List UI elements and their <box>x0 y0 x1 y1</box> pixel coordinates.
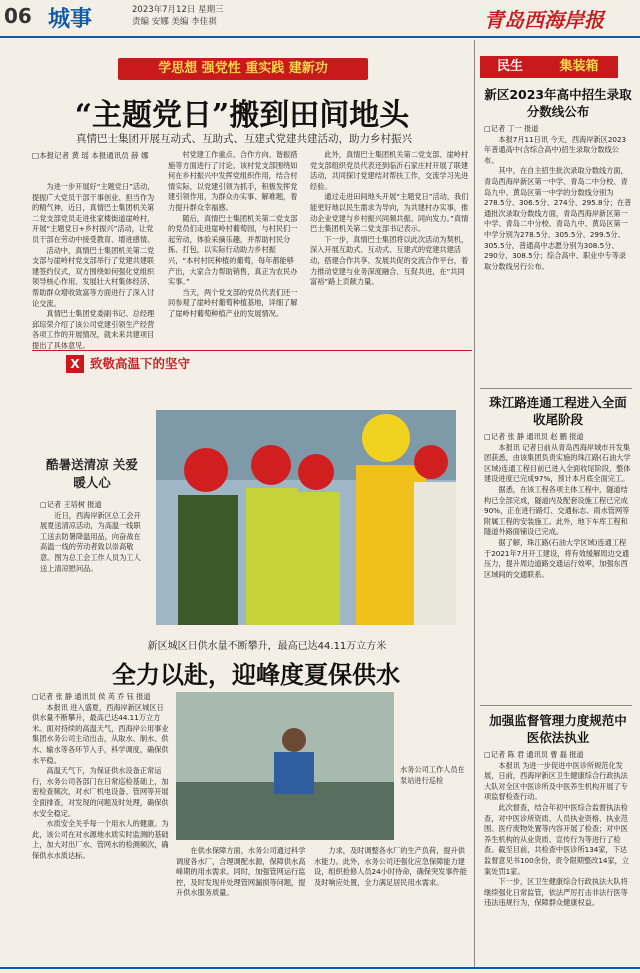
header-rule <box>0 36 640 38</box>
workers-photo <box>156 410 456 625</box>
lead-paragraph: 村党建工作重点、合作方向、谐振措施等方面进行了讨论。该村党支部围绕如何在乡村振兴中发挥党组织作用，结合村情实际，以党建引领为抓手，积极发挥党建引领作用，为群众办实事、解难题，着力提升群众幸福感。 <box>168 150 298 212</box>
lead-paragraph: 当天，两个党支部的党员代表们还一同参观了崖岭村葡萄种植基地，详细了解了崖岭村葡萄种植产业的发展情况。 <box>168 287 298 318</box>
story2-headline[interactable]: 全力以赴，迎峰度夏保供水 <box>112 661 400 689</box>
header-meta <box>132 4 224 28</box>
article-title[interactable]: 珠江路连通工程进入全面收尾阶段 <box>489 395 627 427</box>
summer-tag-label: 致敬高温下的坚守 <box>90 356 191 371</box>
workers-illustration <box>156 410 456 625</box>
story2-paragraph: 本报讯 进入盛夏，西海岸新区城区日供水量不断攀升，最高已达44.11万立方米。面对持续的高温天气，西海岸公用事业集团水务公司主动出击，从取水、制水、供水、输水等各环节入手，科学调度，确保供水平稳。 <box>32 702 169 765</box>
lead-subhead: 真情巴士集团开展互动式、互助式、互建式党建共建活动，助力乡村振兴 <box>76 133 412 145</box>
lead-paragraph: 活动中，真情巴士集团机关第二党支部与崖岭村党支部举行了党建共建联建签约仪式，双方围绕如何强化党组织领导核心作用、发展壮大村集体经济、帮助群众增收致富等方面进行了深入讨论交流。 <box>32 245 155 308</box>
article-title[interactable]: 新区2023年高中招生录取分数线公布 <box>484 87 632 119</box>
story2-paragraph: 高温天气下，为保证供水设备正常运行，水务公司各部门在日常巡检基础上，加密检查频次，对水厂机电设备、管网等开展全面排查，对发现的问题及时处理，确保供水安全稳定。 <box>32 766 169 818</box>
story2-column-3 <box>314 846 470 965</box>
story2-paragraph: 力求，及时调整各水厂的生产负荷，提升供水能力。此外，水务公司还强化应急保障能力建设，组织抢修人员24小时待命，确保突发事件能及时响应处置，全力满足居民用水需求。 <box>314 846 467 887</box>
water-worker-illustration <box>176 692 394 840</box>
tag-jizhuangxiang: 集装箱 <box>540 56 618 78</box>
lead-paragraph: 为进一步开展好“主题党日”活动，提振广大党员干部干事创业、担当作为的精气神，近日，真情巴士集团机关第二党支部党员走进张家楼街道崖岭村，开展“主题党日+乡村振兴”活动，让党员干部在劳动中接受教育、增进感情。 <box>32 182 155 244</box>
article-byline: □记者 丁一 报道 <box>484 124 539 133</box>
article-paragraph: 此次督查，结合年初中医综合监督执法检查，对中医诊所资质、人员执业资格、执业范围、医疗废物处置等内容开展了检查；对中医养生机构的从业资质、宣传行为等进行了检查。截至目前，共检查中医诊所134家，下达监督意见书100余份，责令限期整改14家，立案处罚1家。 <box>484 802 630 876</box>
issue-weekday: 星期三 <box>198 5 224 15</box>
lead-paragraph: 通过走进田间地头开展“主题党日”活动，我们能更好地以民生需求为导向，为共建村办实事，推动企业党建与乡村振兴同频共振、同向发力。”真情巴士集团机关第二党支部书记表示。 <box>310 192 469 234</box>
article-paragraph: 其中，在自主招生批次录取分数线方面，青岛西海岸新区第一中学、青岛二中分校、青岛九中、黄岛区第一中学的分数线分别为278.5分、306.5分、274分、295.8分；在普通批次录取分数线方面，青岛西海岸新区第一中学、青岛二中分校、青岛九中、黄岛区第一中学分别为278.5分、305.5分、299.5分、305.5分，普通高中志愿分别为308.5分、290分、308.5分；综合高中、职业中专等录取分数线另行公布。 <box>484 166 632 271</box>
lead-paragraph: 真情巴士集团党委副书记、总经理邱琮荣介绍了该公司党建引领生产经营各项工作的开展情况，就未来共建项目提出了具体意见。 <box>32 309 155 350</box>
article-1 <box>484 124 632 272</box>
article-2 <box>484 432 632 580</box>
article-paragraph: 据了解，珠江路(石油大学区域)连通工程于2021年7月开工建设，将有效缓解周边交通压力，提升周边道路交通运行效率，加强东西区域间的交通联系。 <box>484 537 630 579</box>
article-paragraph: 本报7月11日讯 今天，西海岸新区2023年普通高中(含综合高中)招生录取分数线公布。 <box>484 134 627 165</box>
theme-banner: 学思想 强党性 重实践 建新功 <box>118 58 368 80</box>
newspaper-brand: 青岛西海岸报 <box>484 8 604 32</box>
story2-column-2 <box>176 846 306 965</box>
story2-paragraph: 在供水保障方面，水务公司通过科学调度各水厂，合理调配水源，保障供水高峰期的用水需求。同时，加强管网运行监控，及时发现并处理管网漏损等问题，提升供水服务质量。 <box>176 846 306 898</box>
minsheng-tag <box>480 56 630 78</box>
article-byline: □记者 张 静 通讯员 赵 鹏 报道 <box>484 432 584 441</box>
lead-byline: □本报记者 黄 瑶 本报通讯员 薛 娜 <box>32 151 149 160</box>
section-name: 城事 <box>48 7 93 32</box>
sidebar-byline: □记者 王培树 报道 <box>40 500 102 509</box>
lead-column-2 <box>168 150 298 320</box>
water-worker-photo <box>176 692 394 840</box>
tag-x-icon: X <box>66 355 84 373</box>
page-number: 06 <box>4 4 32 28</box>
column-divider <box>474 40 475 967</box>
article-paragraph: 本报讯 记者日前从青岛西海岸城市开发集团获悉，由该集团负责实施的珠江路(石油大学区域)连通工程目前已进入全面收尾阶段，整体建设进度已完成97%，预计本月底全面完工。 <box>484 442 631 484</box>
tag-minsheng: 民生 <box>480 56 540 78</box>
story2-byline: □记者 张 静 通讯员 侯 英 乔 钰 报道 <box>32 692 151 701</box>
article-paragraph: 据悉，在该工程各项主体工程中，隧道结构已全部完成，隧道内及配套设施工程已完成90%，正在进行路灯、交通标志、雨水管网等附属工程的安装施工。此外，地下车库工程和隧道外路面铺设已完成。 <box>484 484 630 537</box>
article-rule <box>480 388 632 389</box>
lead-column-3 <box>310 150 470 288</box>
article-paragraph: 本报讯 为进一步促进中医诊所规范化发展，日前，西海岸新区卫生健康综合行政执法大队对全区中医诊所及中医养生机构开展了专项监督检查行动。 <box>484 760 628 802</box>
photo2-caption: 水务公司工作人员在泵站进行巡检 <box>400 765 465 785</box>
story2-kicker: 新区城区日供水量不断攀升，最高已达44.11万立方米 <box>147 641 387 652</box>
section-rule <box>32 350 472 351</box>
editors: 责编 安娜 美编 李佳祺 <box>132 17 217 27</box>
story2-paragraph: 水质安全关乎每一个用水人的健康。为此，该公司在对水源地水质实时监测的基础上，加大对出厂水、管网水的检测频次，确保供水水质达标。 <box>32 819 169 860</box>
article-3 <box>484 750 632 965</box>
article-rule <box>480 705 632 706</box>
story2-column-1 <box>32 692 170 965</box>
article-paragraph: 下一步，区卫生健康综合行政执法大队将继续强化日常监管，依法严厉打击非法行医等违法违规行为，保障群众健康权益。 <box>484 877 628 908</box>
lead-column-1 <box>32 182 157 352</box>
summer-section-tag <box>66 355 236 373</box>
lead-headline[interactable]: “主题党日”搬到田间地头 <box>74 98 410 133</box>
lead-paragraph: 此外，真情巴士集团机关第二党支部、崖岭村党支部组织党员代表还到临沂石家庄村开展了联建活动，共同探讨党建结对帮扶工作，交流学习先进经验。 <box>310 150 469 191</box>
issue-date: 2023年7月12日 <box>132 5 196 15</box>
footer-rule <box>0 967 640 969</box>
article-byline: □记者 陈 君 通讯员 曹 磊 报道 <box>484 750 584 759</box>
article-title[interactable]: 加强监督管理力度规范中医依法执业 <box>489 713 627 745</box>
lead-paragraph: 下一步，真情巴士集团将以此次活动为契机，深入开展互助式、互动式、互建式的党建共建活动，搭建合作共享、发展共促的交流合作平台，着力推动党建与业务深度融合、互促共进，在“共同富裕”路上贡献力量。 <box>310 234 469 287</box>
sidebar-title[interactable]: 酷暑送清凉 关爱暖人心 <box>46 457 138 490</box>
sidebar-text <box>40 500 144 574</box>
sidebar-paragraph: 近日，西海岸新区总工会开展夏送清凉活动，为高温一线职工送去防暑降温用品，向奋战在高温一线的劳动者致以崇高敬意。图为总工会工作人员为工人送上清凉慰问品。 <box>40 510 141 573</box>
lead-paragraph: 随后，真情巴士集团机关第二党支部的党员们走进崖岭村葡萄园，与村民们一起劳动，体验采摘乐趣，并帮助村民分拣、打包，以实际行动助力乡村振兴，“本村村民种植的葡萄，每年都能够产出，大家合力帮助销售，真正为农民办实事。” <box>168 213 298 287</box>
masthead <box>0 0 640 36</box>
